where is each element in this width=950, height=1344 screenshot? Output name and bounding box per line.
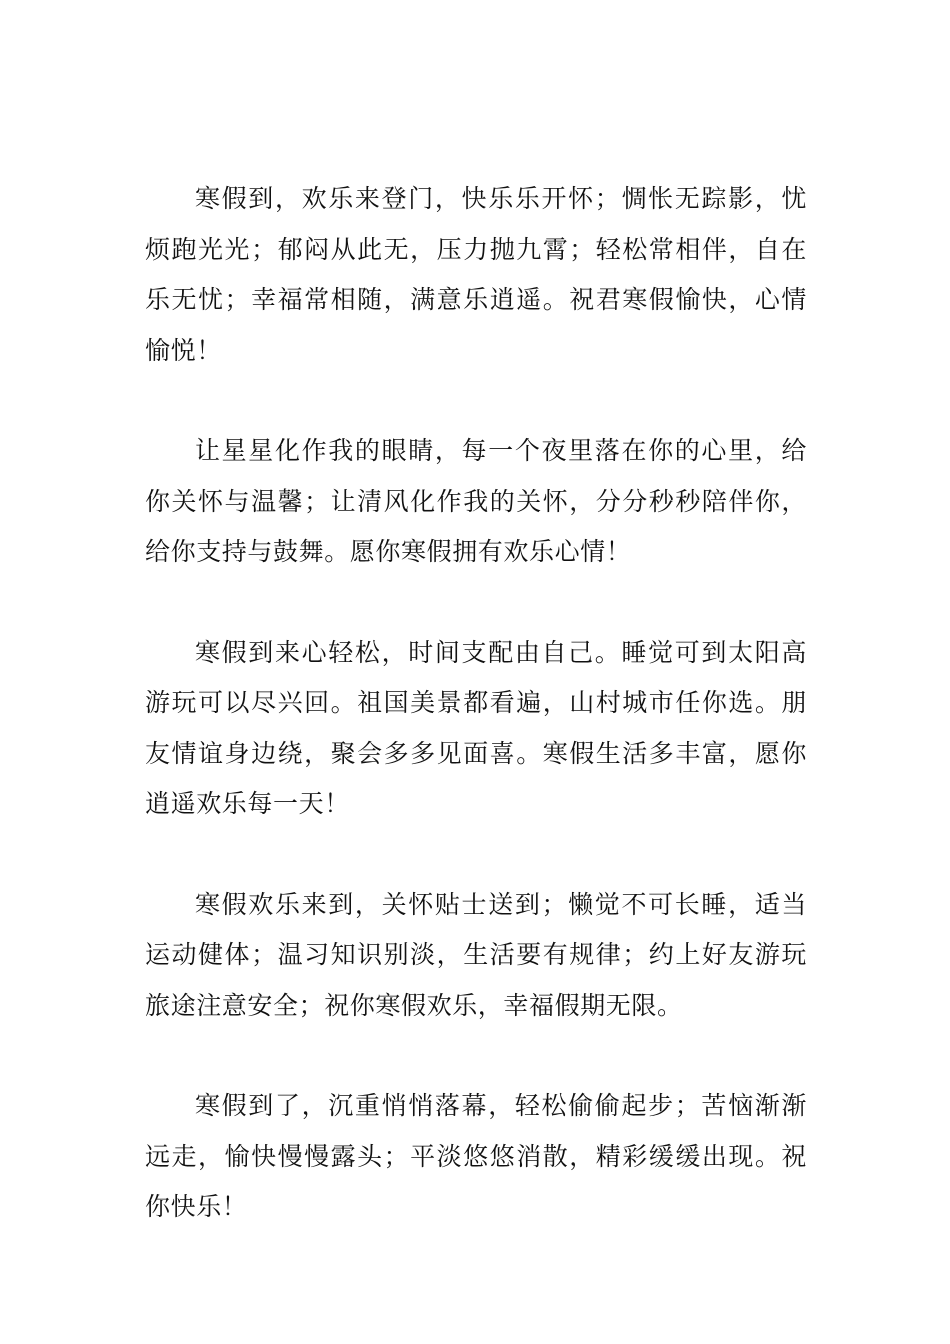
paragraph-4: 寒假欢乐来到，关怀贴士送到；懒觉不可长睡，适当运动健体；温习知识别淡，生活要有规律；约上好友游玩旅途注意安全；祝你寒假欢乐，幸福假期无限。 xyxy=(145,889,807,1020)
paragraph-3: 寒假到来心轻松，时间支配由自己。睡觉可到太阳高游玩可以尽兴回。祖国美景都看遍，山村城市任你选。朋友情谊身边绕，聚会多多见面喜。寒假生活多丰富，愿你逍遥欢乐每一天！ xyxy=(145,637,807,818)
document-body xyxy=(145,174,807,1233)
paragraph-2: 让星星化作我的眼睛，每一个夜里落在你的心里，给你关怀与温馨；让清风化作我的关怀，分分秒秒陪伴你，给你支持与鼓舞。愿你寒假拥有欢乐心情！ xyxy=(145,436,807,566)
paragraph-1: 寒假到，欢乐来登门，快乐乐开怀；惆怅无踪影，忧烦跑光光；郁闷从此无，压力抛九霄；轻松常相伴，自在乐无忧；幸福常相随，满意乐逍遥。祝君寒假愉快，心情愉悦！ xyxy=(145,184,807,365)
paragraph-5: 寒假到了，沉重悄悄落幕，轻松偷偷起步；苦恼渐渐远走，愉快慢慢露头；平淡悠悠消散，精彩缓缓出现。祝你快乐！ xyxy=(145,1091,807,1221)
